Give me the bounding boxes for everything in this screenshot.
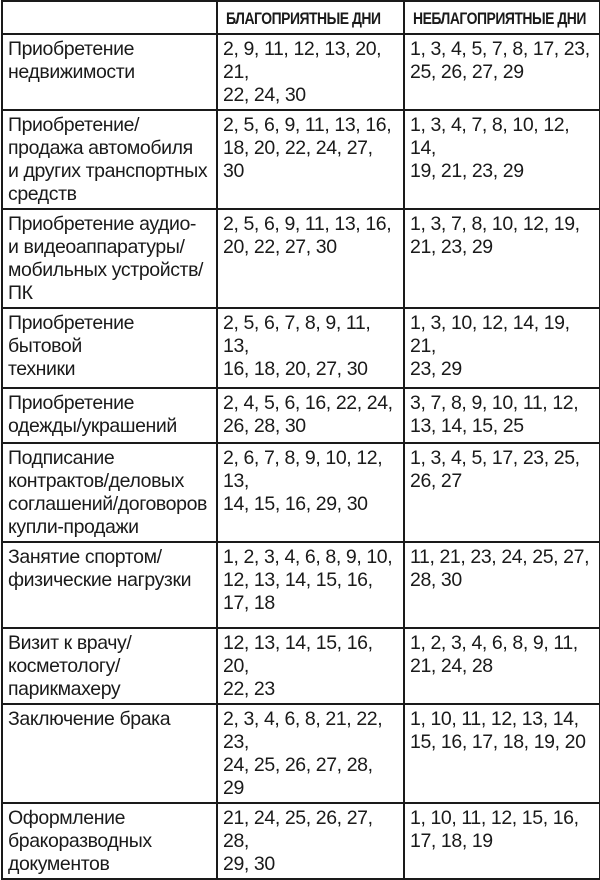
- favorable-days-cell-line: 21, 24, 25, 26, 27, 28,: [223, 807, 373, 852]
- favorable-days-cell-line: 2, 3, 4, 6, 8, 21, 22, 23,: [223, 708, 383, 753]
- activity-cell-line: Занятие спортом/: [8, 546, 162, 568]
- table-row: [2, 388, 600, 443]
- header-favorable-days: [217, 1, 404, 34]
- favorable-days-cell: [217, 443, 404, 542]
- activity-cell-line: и видеоаппаратуры/: [8, 236, 185, 258]
- unfavorable-days-cell: [404, 209, 600, 308]
- unfavorable-days-cell-line: 21, 24, 28: [410, 655, 493, 677]
- unfavorable-days-cell: [404, 388, 600, 443]
- favorable-days-cell-line: 18, 20, 22, 24, 27, 30: [223, 137, 373, 182]
- activity-cell-line: документов: [8, 853, 110, 875]
- table-body: [2, 34, 600, 879]
- favorable-days-cell-line: 14, 15, 16, 29, 30: [223, 493, 368, 515]
- activity-cell-line: недвижимости: [8, 61, 135, 83]
- unfavorable-days-cell: [404, 542, 600, 628]
- unfavorable-days-cell: [404, 34, 600, 110]
- favorable-days-cell-line: 24, 25, 26, 27, 28, 29: [223, 754, 373, 799]
- favorable-days-cell-line: 2, 9, 11, 12, 13, 20, 21,: [223, 38, 382, 83]
- unfavorable-days-cell-line: 1, 3, 4, 5, 17, 23, 25,: [410, 447, 580, 469]
- favorable-days-cell: [217, 704, 404, 803]
- unfavorable-days-cell-line: 28, 30: [410, 569, 462, 591]
- favorable-days-cell-line: 1, 2, 3, 4, 6, 8, 9, 10,: [223, 546, 393, 568]
- favorable-days-cell: [217, 209, 404, 308]
- activity-cell: [2, 209, 217, 308]
- favorable-days-cell: [217, 628, 404, 704]
- favorable-days-cell-line: 2, 5, 6, 9, 11, 13, 16,: [223, 114, 392, 136]
- activity-cell-line: одежды/украшений: [8, 415, 177, 437]
- favorable-days-cell: [217, 388, 404, 443]
- unfavorable-days-cell-line: 26, 27: [410, 470, 462, 492]
- unfavorable-days-cell-line: 1, 3, 4, 7, 8, 10, 12, 14,: [410, 114, 570, 159]
- activity-cell: [2, 704, 217, 803]
- activity-cell-line: Приобретение бытовой: [8, 312, 135, 357]
- activity-cell: [2, 34, 217, 110]
- activity-cell-line: парикмахеру: [8, 678, 121, 700]
- activity-cell-line: Приобретение: [8, 392, 135, 414]
- activity-cell-line: Подписание: [8, 447, 115, 469]
- favorable-days-cell-line: 2, 4, 5, 6, 16, 22, 24,: [223, 392, 393, 414]
- favorable-days-cell-line: 12, 13, 14, 15, 16,: [223, 569, 373, 591]
- activity-cell-line: купли-продажи: [8, 516, 139, 538]
- unfavorable-days-cell-line: 25, 26, 27, 29: [410, 61, 524, 83]
- activity-cell-line: физические нагрузки: [8, 569, 192, 591]
- unfavorable-days-cell-line: 11, 21, 23, 24, 25, 27,: [410, 546, 590, 568]
- favorable-days-cell-line: 2, 5, 6, 7, 8, 9, 11, 13,: [223, 312, 371, 357]
- unfavorable-days-cell-line: 13, 14, 15, 25: [410, 415, 524, 437]
- unfavorable-days-cell: [404, 704, 600, 803]
- activity-cell-line: ПК: [8, 282, 33, 304]
- table-row: [2, 209, 600, 308]
- unfavorable-days-cell-line: 15, 16, 17, 18, 19, 20: [410, 731, 586, 753]
- unfavorable-days-cell: [404, 443, 600, 542]
- header-unfavorable-days: [404, 1, 600, 34]
- table-row: [2, 110, 600, 209]
- activity-cell-line: Приобретение аудио-: [8, 213, 197, 235]
- unfavorable-days-cell-line: 1, 2, 3, 4, 6, 8, 9, 11,: [410, 632, 578, 654]
- unfavorable-days-cell-line: 19, 21, 23, 29: [410, 160, 524, 182]
- unfavorable-days-cell-line: 23, 29: [410, 358, 462, 380]
- unfavorable-days-cell-line: 1, 3, 4, 5, 7, 8, 17, 23,: [410, 38, 590, 60]
- activity-cell: [2, 443, 217, 542]
- favorable-days-cell: [217, 110, 404, 209]
- activity-cell: [2, 803, 217, 879]
- unfavorable-days-cell-line: 1, 3, 10, 12, 14, 19, 21,: [410, 312, 570, 357]
- favorable-days-cell: [217, 542, 404, 628]
- activity-cell-line: Приобретение: [8, 38, 135, 60]
- favorable-days-cell: [217, 803, 404, 879]
- activity-cell-line: Визит к врачу/: [8, 632, 132, 654]
- activity-cell-line: Заключение брака: [8, 708, 171, 730]
- activity-cell-line: контрактов/деловых: [8, 470, 185, 492]
- favorable-days-cell-line: 17, 18: [223, 592, 275, 614]
- unfavorable-days-cell-line: 1, 3, 7, 8, 10, 12, 19,: [410, 213, 580, 235]
- table-row: [2, 308, 600, 388]
- header-activity: [2, 1, 217, 34]
- favorable-days-cell: [217, 308, 404, 388]
- unfavorable-days-cell-line: 21, 23, 29: [410, 236, 493, 258]
- header-favorable-label: БЛАГОПРИЯТНЫЕ ДНИ: [226, 9, 381, 28]
- activity-cell-line: продажа автомобиля: [8, 137, 193, 159]
- activity-cell: [2, 388, 217, 443]
- favorable-days-cell-line: 12, 13, 14, 15, 16, 20,: [223, 632, 373, 677]
- favorable-days-cell-line: 20, 22, 27, 30: [223, 236, 337, 258]
- activity-cell-line: соглашений/договоров: [8, 493, 207, 515]
- activity-cell: [2, 308, 217, 388]
- favorable-days-cell-line: 2, 5, 6, 9, 11, 13, 16,: [223, 213, 392, 235]
- unfavorable-days-cell: [404, 803, 600, 879]
- table-row: [2, 803, 600, 879]
- unfavorable-days-cell: [404, 628, 600, 704]
- favorable-days-cell-line: 22, 24, 30: [223, 84, 306, 106]
- favorable-days-cell-line: 2, 6, 7, 8, 9, 10, 12, 13,: [223, 447, 383, 492]
- table-row: [2, 443, 600, 542]
- table-row: [2, 542, 600, 628]
- activity-cell: [2, 110, 217, 209]
- activity-cell-line: Приобретение/: [8, 114, 140, 136]
- table-row: [2, 628, 600, 704]
- activity-cell-line: средств: [8, 183, 77, 205]
- activity-cell-line: техники: [8, 358, 76, 380]
- favorable-days-table: [1, 0, 600, 880]
- activity-cell-line: мобильных устройств/: [8, 259, 204, 281]
- header-unfavorable-label: НЕБЛАГОПРИЯТНЫЕ ДНИ: [413, 9, 586, 28]
- unfavorable-days-cell-line: 3, 7, 8, 9, 10, 11, 12,: [410, 392, 579, 414]
- favorable-days-cell-line: 16, 18, 20, 27, 30: [223, 358, 368, 380]
- favorable-days-cell-line: 29, 30: [223, 853, 275, 875]
- activity-cell: [2, 628, 217, 704]
- favorable-days-cell: [217, 34, 404, 110]
- favorable-days-cell-line: 22, 23: [223, 678, 275, 700]
- unfavorable-days-cell-line: 17, 18, 19: [410, 830, 493, 852]
- activity-cell-line: и других транспортных: [8, 160, 208, 182]
- unfavorable-days-cell: [404, 110, 600, 209]
- header-row: [2, 1, 600, 34]
- activity-cell: [2, 542, 217, 628]
- table-row: [2, 704, 600, 803]
- unfavorable-days-cell: [404, 308, 600, 388]
- activity-cell-line: Оформление: [8, 807, 126, 829]
- unfavorable-days-cell-line: 1, 10, 11, 12, 13, 14,: [410, 708, 579, 730]
- table-row: [2, 34, 600, 110]
- unfavorable-days-cell-line: 1, 10, 11, 12, 15, 16,: [410, 807, 579, 829]
- activity-cell-line: бракоразводных: [8, 830, 152, 852]
- favorable-days-cell-line: 26, 28, 30: [223, 415, 306, 437]
- activity-cell-line: косметологу/: [8, 655, 121, 677]
